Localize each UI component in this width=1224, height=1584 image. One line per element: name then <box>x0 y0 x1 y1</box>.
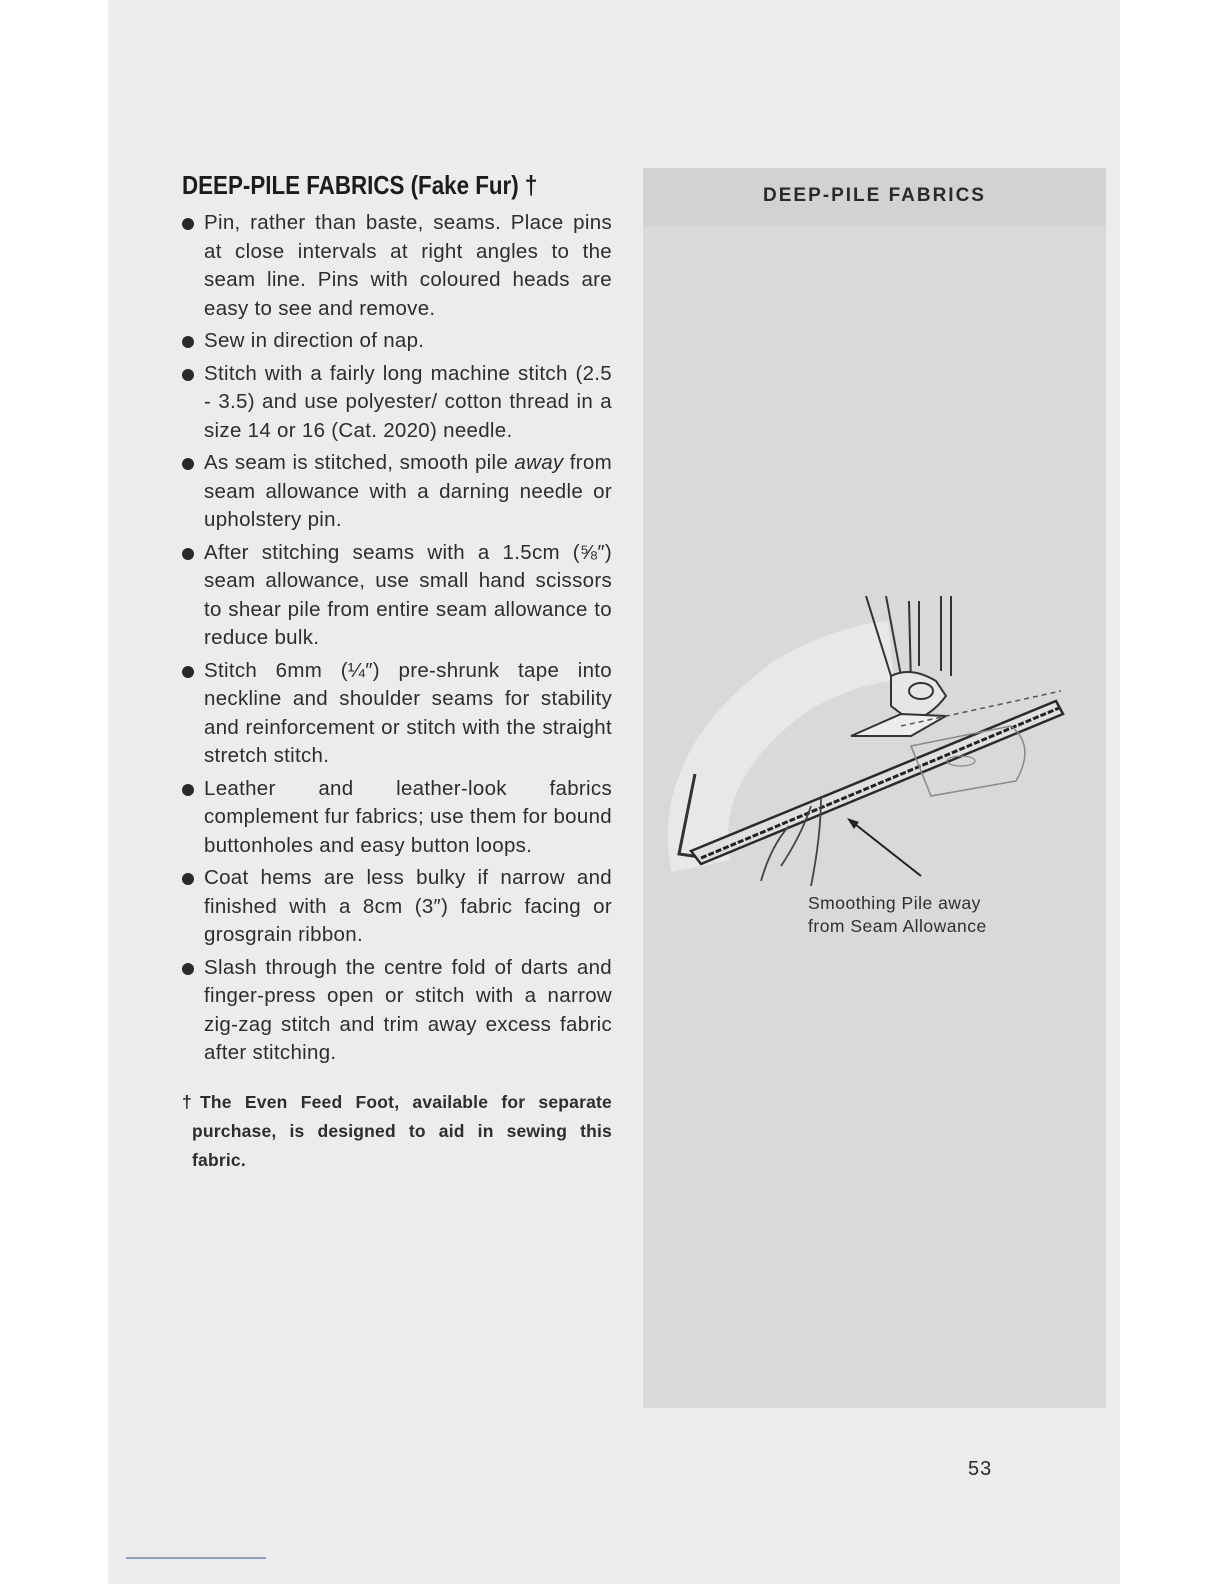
illustration-panel <box>643 168 1106 1408</box>
tip-text: Coat hems are less bulky if narrow and finished with a 8cm (3″) fabric facing or grosgrain ribbon. <box>204 866 612 946</box>
tip-text-before: As seam is stitched, smooth pile <box>204 451 515 474</box>
tips-list <box>182 209 612 1068</box>
tip-item <box>182 327 612 356</box>
fabric-edge <box>698 651 891 866</box>
tip-item <box>182 775 612 861</box>
tip-item <box>182 657 612 771</box>
illustration-caption <box>808 892 987 938</box>
bullet-icon <box>182 218 194 230</box>
text-column <box>182 170 612 1192</box>
tip-item <box>182 209 612 323</box>
tip-item <box>182 449 612 535</box>
tip-text: Pin, rather than baste, seams. Place pins at close intervals at right angles to the seam line. Pins with coloured heads are easy to see and remove. <box>204 211 612 320</box>
bullet-icon <box>182 873 194 885</box>
bullet-icon <box>182 784 194 796</box>
bullet-icon <box>182 963 194 975</box>
tip-item <box>182 539 612 653</box>
sewing-illustration <box>661 596 1091 896</box>
tip-text: Stitch 6mm (¼″) pre-shrunk tape into neckline and shoulder seams for stability and reinforcement or stitch with the straight stretch stitch. <box>204 658 612 767</box>
tip-text: Sew in direction of nap. <box>204 329 425 352</box>
section-title: DEEP-PILE FABRICS (Fake Fur) † <box>182 170 538 200</box>
manual-page <box>108 0 1120 1584</box>
tip-text: Leather and leather-look fabrics complement fur fabrics; use them for bound buttonholes and easy button loops. <box>204 776 612 857</box>
tip-text-emphasis: away <box>514 451 564 474</box>
caption-line-1: Smoothing Pile away <box>808 893 981 913</box>
tip-text-after: from seam allowance with a darning needle or upholstery pin. <box>204 451 612 531</box>
page-number: 53 <box>968 1458 993 1480</box>
bullet-icon <box>182 369 194 381</box>
bullet-icon <box>182 458 194 470</box>
panel-header: DEEP-PILE FABRICS <box>643 168 1106 226</box>
tip-item <box>182 864 612 950</box>
bullet-icon <box>182 336 194 348</box>
bullet-icon <box>182 666 194 678</box>
scan-artifact-line <box>126 1557 266 1559</box>
tip-item <box>182 954 612 1068</box>
pointer-line <box>851 821 921 876</box>
footnote: †The Even Feed Foot, available for separate purchase, is designed to aid in sewing this fabric. <box>182 1091 612 1170</box>
tip-text: Stitch with a fairly long machine stitch (2.5 - 3.5) and use polyester/ cotton thread in a size 14 or 16 (Cat. 2020) needle. <box>204 361 612 442</box>
caption-line-2: from Seam Allowance <box>808 916 987 936</box>
bullet-icon <box>182 548 194 560</box>
tip-text: After stitching seams with a 1.5cm (⅝″) seam allowance, use small hand scissors to shear pile from entire seam allowance to reduce bulk. <box>204 540 612 649</box>
tip-item <box>182 360 612 446</box>
tip-text: Slash through the centre fold of darts and finger-press open or stitch with a narrow zig-zag stitch and trim away excess fabric after stitching. <box>204 955 612 1064</box>
pointer-arrowhead <box>847 818 859 829</box>
